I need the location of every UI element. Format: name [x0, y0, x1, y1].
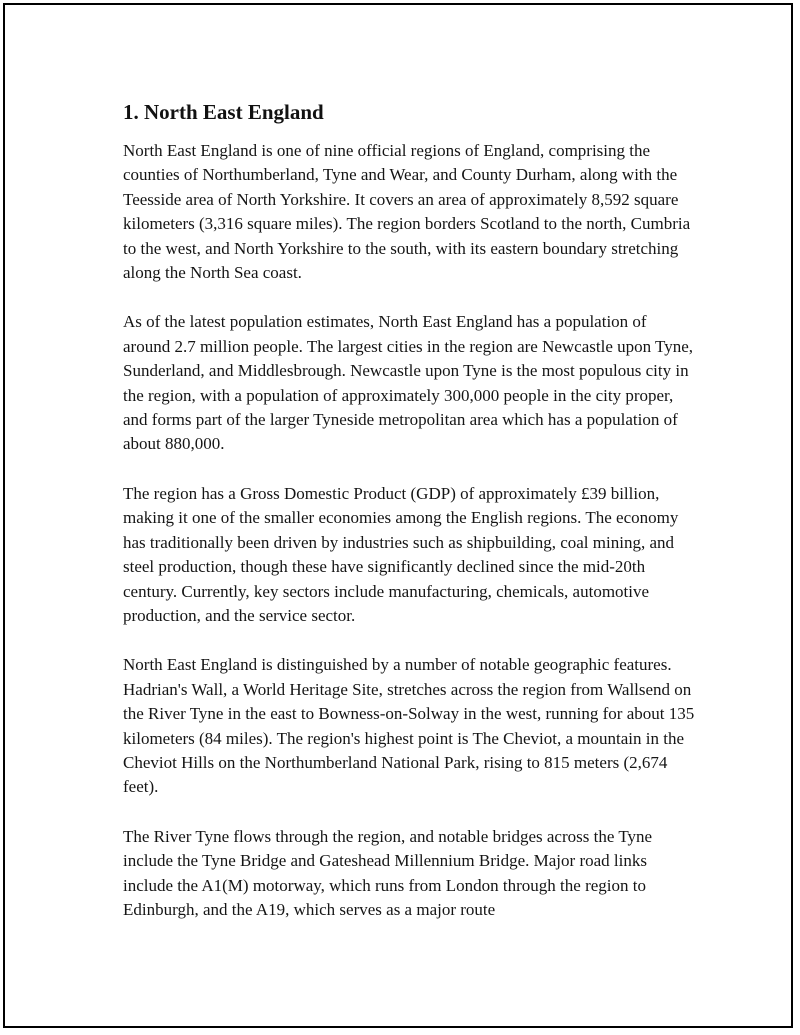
document-body [123, 99, 695, 947]
paragraph-population: As of the latest population estimates, North East England has a population of around 2.7 million people. The largest cities in the region are Newcastle upon Tyne, Sunderland, and Middlesbrough. Newcastle upon Tyne is the most populous city in the region, with a population of approximately 300,000 people in the city proper, and forms part of the larger Tyneside metropolitan area which has a population of about 880,000. [123, 312, 694, 454]
paragraph-overview: North East England is one of nine official regions of England, comprising the counties of Northumberland, Tyne and Wear, and County Durham, along with the Teesside area of North Yorkshire. It covers an area of approximately 8,592 square kilometers (3,316 square miles). The region borders Scotland to the north, Cumbria to the west, and North Yorkshire to the south, with its eastern boundary stretching along the North Sea coast. [123, 141, 691, 283]
paragraph-transport: The River Tyne flows through the region, and notable bridges across the Tyne include the Tyne Bridge and Gateshead Millennium Bridge. Major road links include the A1(M) motorway, which runs from London through the region to Edinburgh, and the A19, which serves as a major route [123, 826, 653, 919]
paragraph-geography: North East England is distinguished by a number of notable geographic features. Hadrian's Wall, a World Heritage Site, stretches across the region from Wallsend on the River Tyne in the east to Bowness-on-Solway in the west, running for about 135 kilometers (84 miles). The region's highest point is The Cheviot, a mountain in the Cheviot Hills on the Northumberland National Park, rising to 815 meters (2,674 feet). [123, 655, 695, 797]
paragraph-economy: The region has a Gross Domestic Product (GDP) of approximately £39 billion, making it one of the smaller economies among the English regions. The economy has traditionally been driven by industries such as shipbuilding, coal mining, and steel production, though these have significantly declined since the mid-20th century. Currently, key sectors include manufacturing, chemicals, automotive production, and the service sector. [123, 483, 679, 625]
page-frame [3, 3, 793, 1028]
section-heading: 1. North East England [123, 100, 324, 124]
